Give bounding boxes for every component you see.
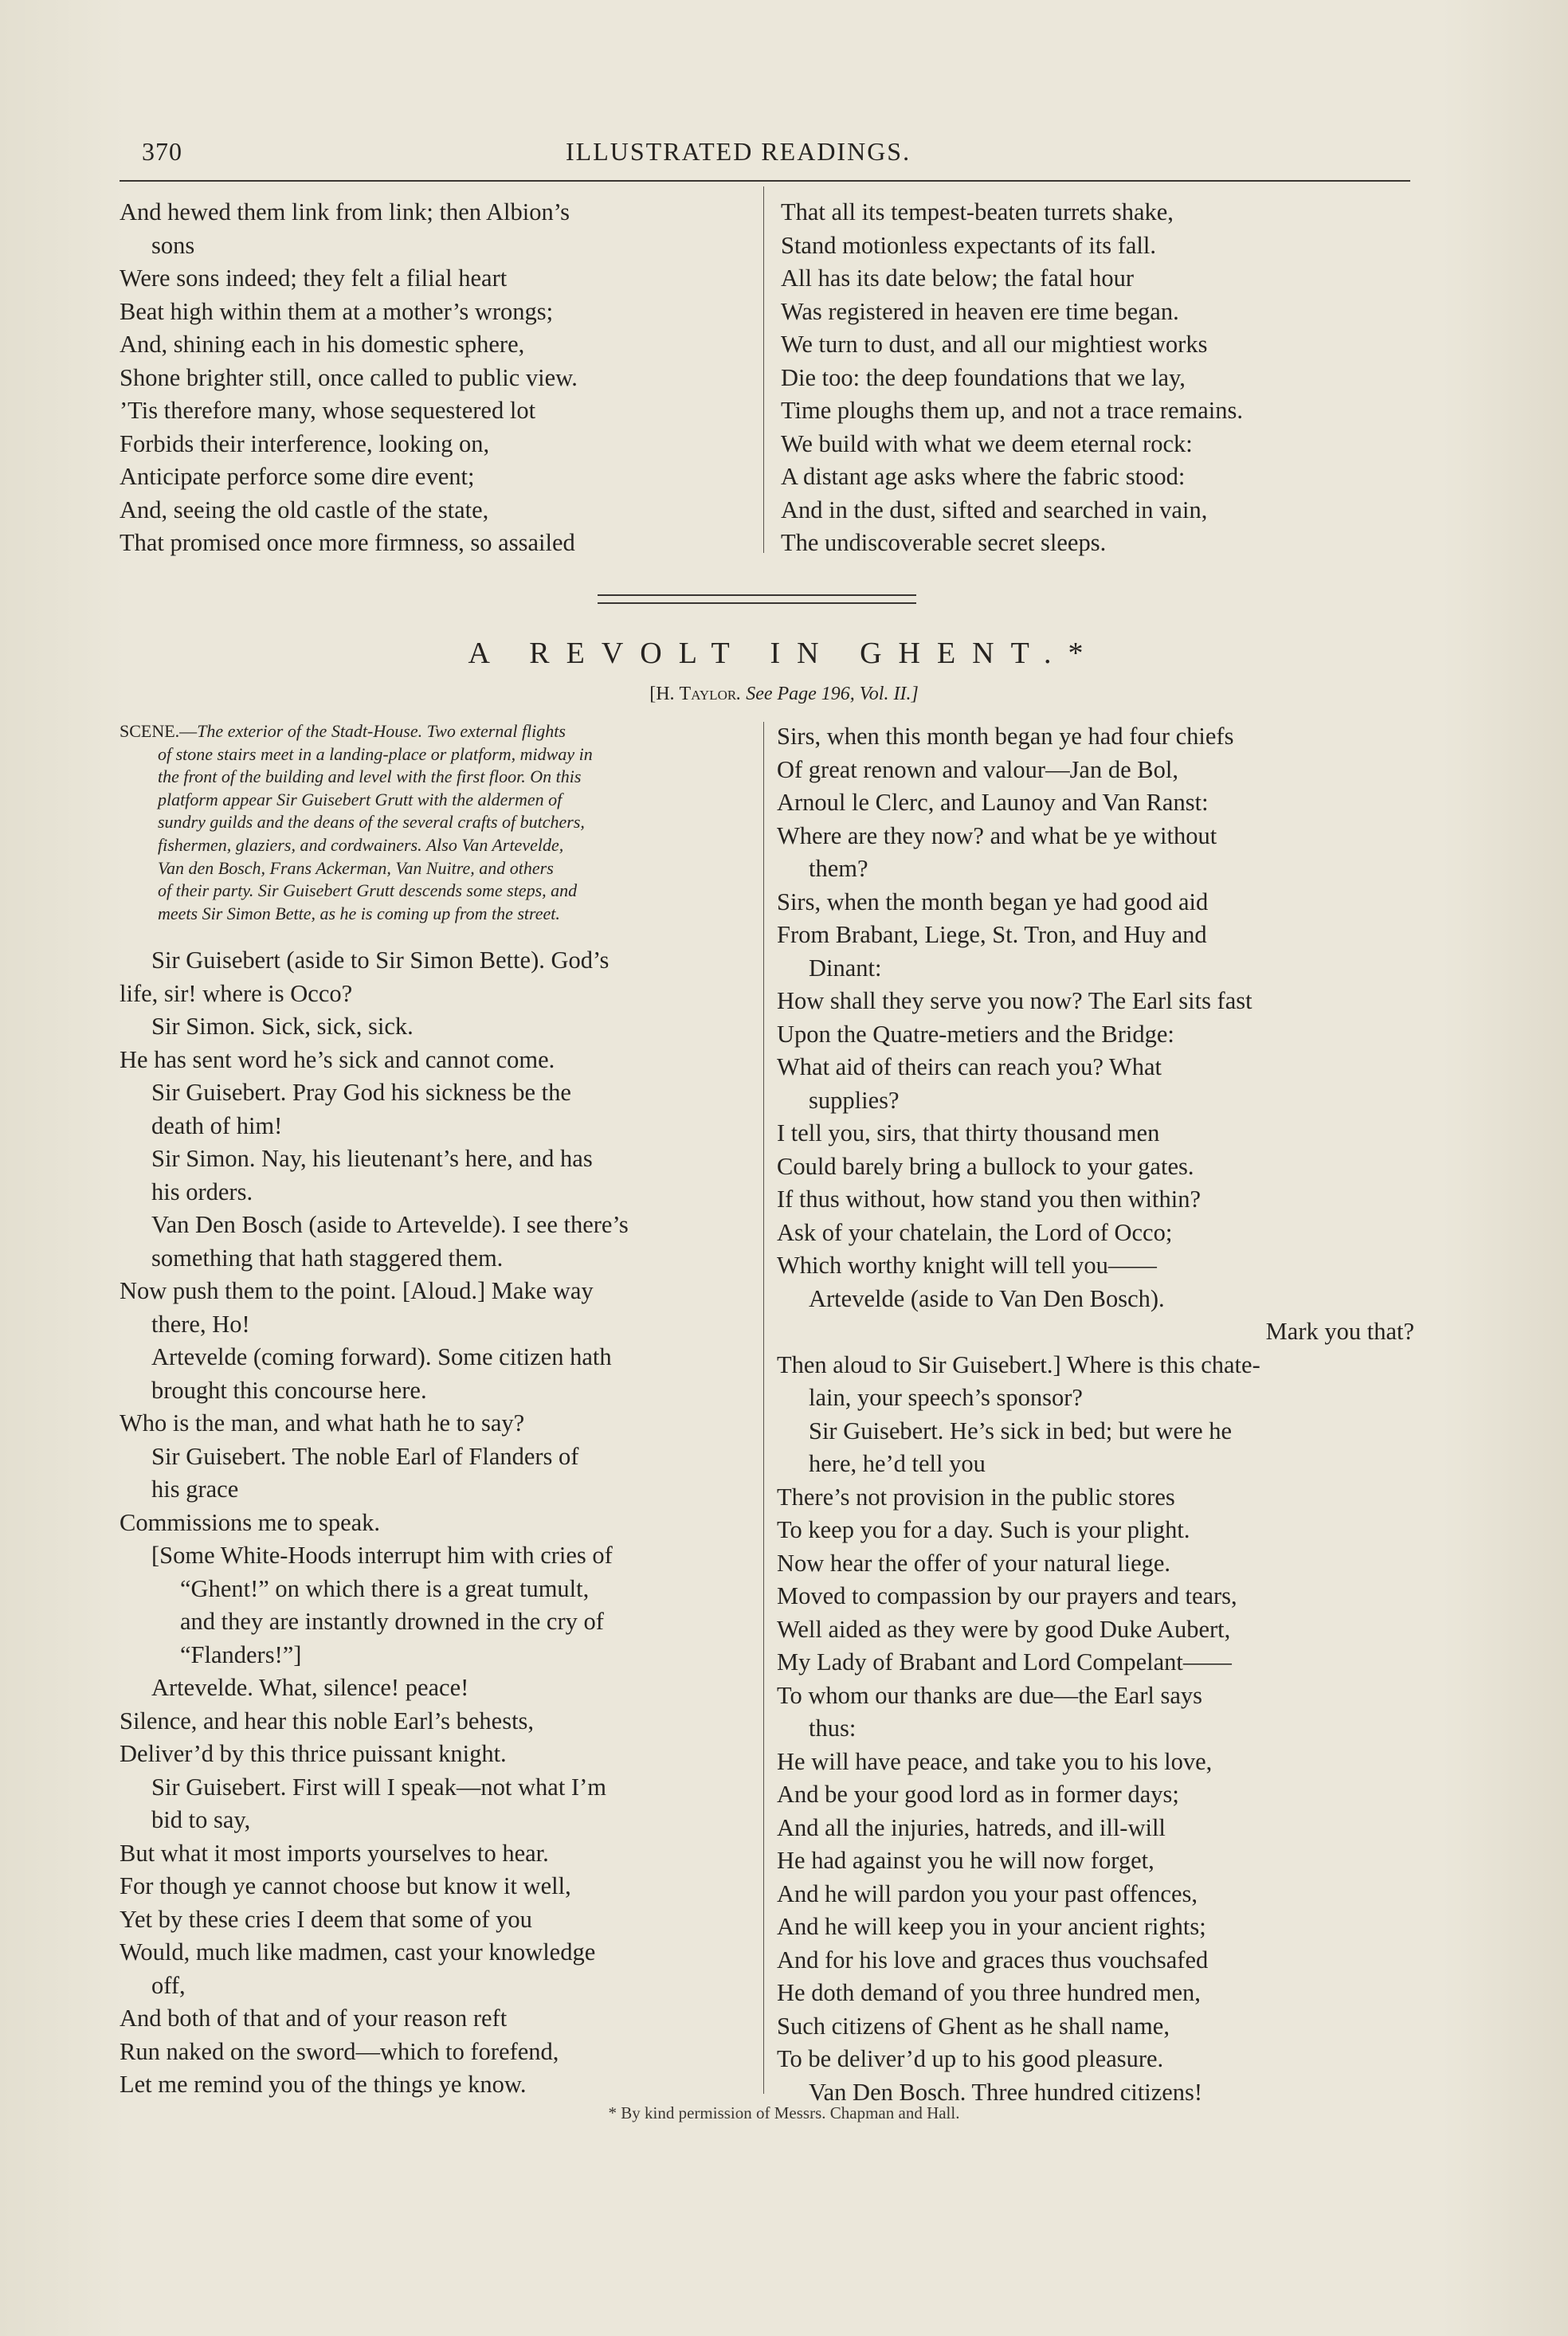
verse-line: To be deliver’d up to his good pleasure. xyxy=(777,2045,1164,2072)
bottom-left-column xyxy=(120,944,749,2102)
verse-line: That promised once more firmness, so assailed xyxy=(120,529,575,556)
verse-line: Van Den Bosch. Three hundred citizens! xyxy=(809,2078,1203,2106)
verse-line: And all the injuries, hatreds, and ill-will xyxy=(777,1813,1166,1841)
verse-line: And both of that and of your reason reft xyxy=(120,2005,508,2032)
verse-line: Sir Simon. Sick, sick, sick. xyxy=(151,1013,414,1040)
top-right-column xyxy=(781,196,1418,560)
scene-line-text: the front of the building and level with the first floor. On this xyxy=(158,766,582,787)
verse-line: life, sir! where is Occo? xyxy=(120,979,353,1007)
verse-line: Mark you that? xyxy=(1265,1318,1414,1345)
verse-line: Sir Simon. Nay, his lieutenant’s here, and has xyxy=(151,1145,593,1172)
verse-line: My Lady of Brabant and Lord Compelant—— xyxy=(777,1648,1232,1676)
footnote: * By kind permission of Messrs. Chapman and Hall. xyxy=(608,2103,960,2122)
verse-line: Moved to compassion by our prayers and tears, xyxy=(777,1582,1237,1609)
verse-line: Beat high within them at a mother’s wrongs; xyxy=(120,297,554,325)
verse-line: He doth demand of you three hundred men, xyxy=(777,1979,1201,2006)
verse-line: And be your good lord as in former days; xyxy=(777,1781,1179,1808)
scene-line xyxy=(120,857,749,880)
verse-line: Sirs, when the month began ye had good aid xyxy=(777,888,1209,915)
verse-line: If thus without, how stand you then within? xyxy=(777,1186,1201,1213)
section-divider-lower xyxy=(598,602,916,604)
verse-line: Were sons indeed; they felt a filial heart xyxy=(120,265,508,292)
verse-line: Silence, and hear this noble Earl’s behests, xyxy=(120,1707,535,1734)
verse-line: And hewed them link from link; then Albion’s xyxy=(120,198,570,225)
verse-line: Anticipate perforce some dire event; xyxy=(120,463,475,490)
verse-line: And in the dust, sifted and searched in vain, xyxy=(781,496,1208,523)
verse-line: [Some White-Hoods interrupt him with cries of xyxy=(151,1542,613,1569)
verse-line: thus: xyxy=(809,1715,857,1742)
verse-line: Now hear the offer of your natural liege. xyxy=(777,1549,1171,1577)
verse-line: And he will keep you in your ancient rights; xyxy=(777,1913,1206,1940)
verse-line: To keep you for a day. Such is your plight. xyxy=(777,1516,1190,1543)
verse-line: bid to say, xyxy=(151,1806,251,1833)
verse-line: lain, your speech’s sponsor? xyxy=(809,1384,1083,1411)
scene-line-text: Van den Bosch, Frans Ackerman, Van Nuitre, and others xyxy=(158,857,554,878)
column-separator-top xyxy=(763,186,764,553)
scene-line xyxy=(120,743,749,766)
verse-line: Arnoul le Clerc, and Launoy and Van Ranst: xyxy=(777,789,1209,816)
column-separator-bottom xyxy=(763,722,764,2094)
verse-line: there, Ho! xyxy=(151,1310,250,1338)
verse-line: Stand motionless expectants of its fall. xyxy=(781,231,1156,259)
scene-line xyxy=(120,789,749,812)
attribution-see: . See Page 196, Vol. II.] xyxy=(736,684,919,704)
verse-line: Sir Guisebert. The noble Earl of Flanders of xyxy=(151,1442,579,1470)
verse-line: them? xyxy=(809,855,868,882)
verse-line: Sir Guisebert (aside to Sir Simon Bette). God’s xyxy=(151,947,610,974)
verse-line: And, shining each in his domestic sphere, xyxy=(120,331,525,358)
verse-line: Van Den Bosch (aside to Artevelde). I see there’s xyxy=(151,1211,629,1238)
verse-line: Run naked on the sword—which to forefend, xyxy=(120,2037,559,2065)
verse-line: Dinant: xyxy=(809,954,882,982)
running-head: ILLUSTRATED READINGS. xyxy=(566,137,911,166)
verse-line: and they are instantly drowned in the cry of xyxy=(180,1608,604,1635)
verse-line: Could barely bring a bullock to your gates. xyxy=(777,1152,1194,1180)
scene-line-text: of stone stairs meet in a landing-place or platform, midway in xyxy=(158,743,593,764)
verse-line: Commissions me to speak. xyxy=(120,1508,381,1536)
verse-line: Upon the Quatre-metiers and the Bridge: xyxy=(777,1020,1174,1048)
verse-line: Forbids their interference, looking on, xyxy=(120,429,490,457)
verse-line: his orders. xyxy=(151,1178,253,1205)
verse-line: From Brabant, Liege, St. Tron, and Huy and xyxy=(777,921,1207,948)
verse-line: To whom our thanks are due—the Earl says xyxy=(777,1681,1203,1709)
scene-line-text: fishermen, glaziers, and cordwainers. Also Van Artevelde, xyxy=(158,834,564,855)
verse-line: Such citizens of Ghent as he shall name, xyxy=(777,2012,1170,2040)
verse-line: Ask of your chatelain, the Lord of Occo; xyxy=(777,1218,1173,1246)
scene-line: The exterior of the Stadt-House. Two external flights xyxy=(197,721,566,741)
section-divider-upper xyxy=(598,594,916,596)
verse-line: We build with what we deem eternal rock: xyxy=(781,429,1193,457)
scene-line xyxy=(120,903,749,926)
verse-line: All has its date below; the fatal hour xyxy=(781,265,1134,292)
verse-line: Which worthy knight will tell you—— xyxy=(777,1252,1157,1279)
verse-line: But what it most imports yourselves to hear. xyxy=(120,1839,549,1867)
verse-line: Sirs, when this month began ye had four chiefs xyxy=(777,723,1234,750)
scene-line-text: meets Sir Simon Bette, as he is coming up from the street. xyxy=(158,903,560,923)
verse-line: He had against you he will now forget, xyxy=(777,1847,1154,1874)
verse-line: here, he’d tell you xyxy=(809,1450,986,1477)
scene-line-text: platform appear Sir Guisebert Grutt with the aldermen of xyxy=(158,789,563,809)
verse-line: Who is the man, and what hath he to say? xyxy=(120,1409,525,1436)
scene-first-line xyxy=(120,720,749,743)
verse-line: Would, much like madmen, cast your knowledge xyxy=(120,1938,596,1966)
verse-line: Sir Guisebert. Pray God his sickness be the xyxy=(151,1079,571,1106)
verse-line: brought this concourse here. xyxy=(151,1376,427,1404)
verse-line: And, seeing the old castle of the state, xyxy=(120,496,489,523)
verse-line: Time ploughs them up, and not a trace remains. xyxy=(781,397,1243,424)
top-left-column xyxy=(120,196,749,560)
verse-line: Die too: the deep foundations that we lay, xyxy=(781,363,1186,391)
verse-line: For though ye cannot choose but know it well, xyxy=(120,1872,571,1899)
verse-line: Artevelde (coming forward). Some citizen hath xyxy=(151,1343,612,1370)
verse-line: something that hath staggered them. xyxy=(151,1244,504,1272)
verse-line: Artevelde (aside to Van Den Bosch). xyxy=(809,1284,1165,1312)
verse-line: Of great renown and valour—Jan de Bol, xyxy=(777,755,1178,783)
verse-line: Artevelde. What, silence! peace! xyxy=(151,1674,469,1701)
bottom-right-column xyxy=(777,720,1414,2109)
verse-line: There’s not provision in the public stores xyxy=(777,1483,1175,1511)
verse-line: ’Tis therefore many, whose sequestered lot xyxy=(120,397,536,424)
scene-line xyxy=(120,811,749,834)
attribution xyxy=(0,684,1568,705)
verse-line: Where are they now? and what be ye without xyxy=(777,821,1217,849)
scene-label: SCENE.— xyxy=(120,721,198,741)
scene-line-text: of their party. Sir Guisebert Grutt descends some steps, and xyxy=(158,880,578,901)
verse-line: “Flanders!”] xyxy=(180,1640,302,1668)
header-rule xyxy=(120,180,1410,182)
scene-direction xyxy=(120,720,749,925)
page-number: 370 xyxy=(142,137,182,166)
verse-line: death of him! xyxy=(151,1111,283,1139)
scene-line xyxy=(120,834,749,857)
verse-line: Let me remind you of the things ye know. xyxy=(120,2071,527,2098)
verse-line: supplies? xyxy=(809,1086,900,1114)
verse-line: “Ghent!” on which there is a great tumult, xyxy=(180,1574,590,1602)
verse-line: We turn to dust, and all our mightiest works xyxy=(781,331,1208,358)
verse-line: A distant age asks where the fabric stood: xyxy=(781,463,1186,490)
attribution-open: [H. xyxy=(649,684,680,704)
verse-line: And for his love and graces thus vouchsafed xyxy=(777,1946,1209,1973)
article-title: A REVOLT IN GHENT.* xyxy=(468,637,1100,670)
verse-line: sons xyxy=(151,231,195,259)
scene-line xyxy=(120,766,749,789)
attribution-author: Taylor xyxy=(679,684,737,704)
verse-line: off, xyxy=(151,1971,186,1999)
verse-line: That all its tempest-beaten turrets shake, xyxy=(781,198,1174,225)
verse-line: The undiscoverable secret sleeps. xyxy=(781,529,1107,556)
verse-line: How shall they serve you now? The Earl sits fast xyxy=(777,987,1252,1014)
verse-line: Then aloud to Sir Guisebert.] Where is this chate- xyxy=(777,1350,1260,1378)
verse-line: Now push them to the point. [Aloud.] Make way xyxy=(120,1277,594,1304)
verse-line: Yet by these cries I deem that some of you xyxy=(120,1905,532,1933)
verse-line: And he will pardon you your past offences, xyxy=(777,1879,1198,1907)
verse-line: Deliver’d by this thrice puissant knight. xyxy=(120,1740,507,1767)
verse-line: I tell you, sirs, that thirty thousand men xyxy=(777,1119,1160,1146)
verse-line: He will have peace, and take you to his love, xyxy=(777,1747,1213,1775)
verse-line: his grace xyxy=(151,1476,239,1503)
verse-line: Shone brighter still, once called to public view. xyxy=(120,363,578,391)
verse-line: Sir Guisebert. He’s sick in bed; but were he xyxy=(809,1417,1233,1444)
verse-line: Well aided as they were by good Duke Aubert, xyxy=(777,1615,1231,1643)
verse-line: Sir Guisebert. First will I speak—not what I’m xyxy=(151,1773,606,1801)
verse-line: He has sent word he’s sick and cannot come. xyxy=(120,1045,555,1073)
scene-line xyxy=(120,880,749,903)
verse-line: Was registered in heaven ere time began. xyxy=(781,297,1179,325)
page-header xyxy=(120,137,1410,175)
scene-line-text: sundry guilds and the deans of the several crafts of butchers, xyxy=(158,812,585,833)
verse-line: What aid of theirs can reach you? What xyxy=(777,1053,1162,1080)
